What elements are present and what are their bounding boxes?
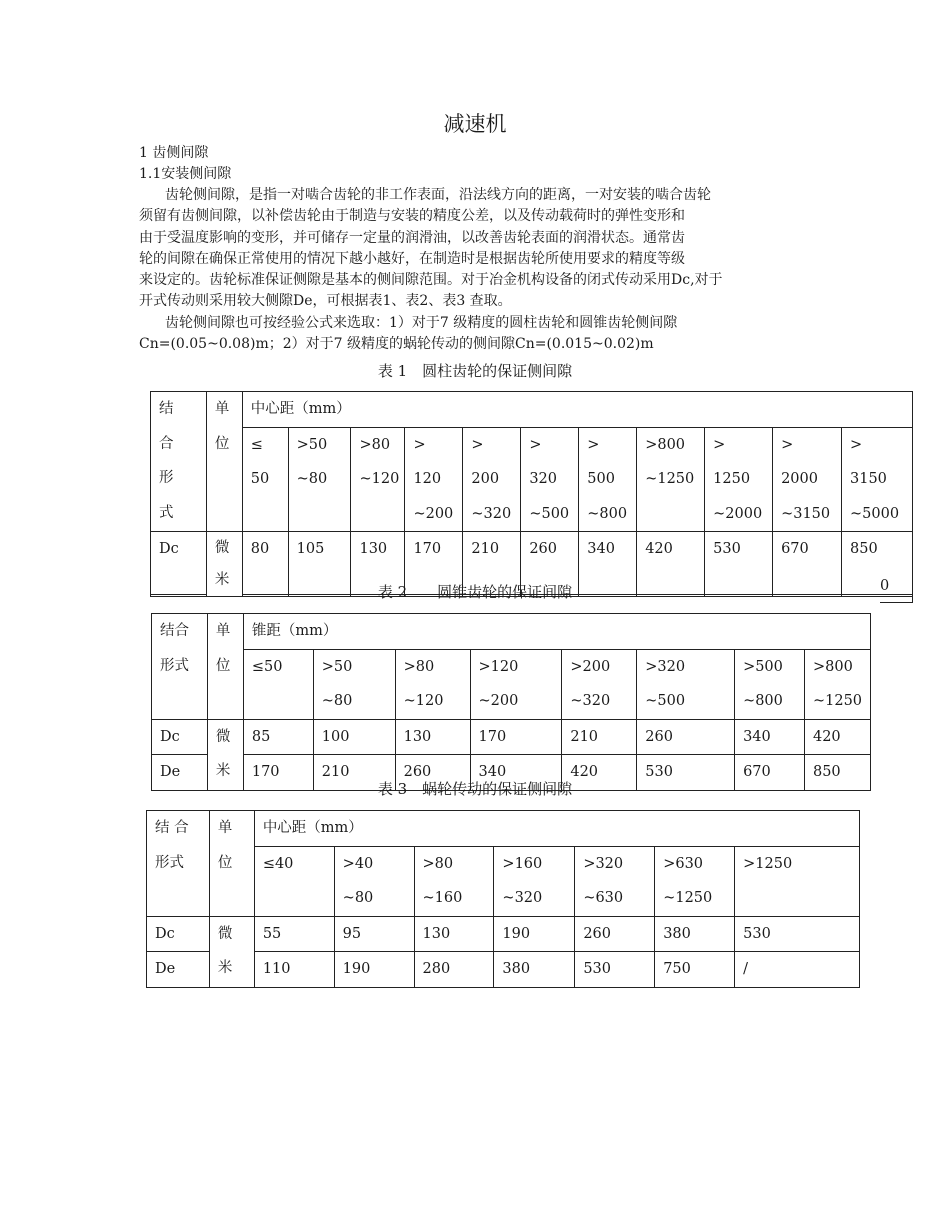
table3-unit: 微 米: [209, 916, 254, 987]
table-cell: >50 ~80: [288, 427, 351, 532]
table-cell: 170: [243, 755, 313, 791]
table2-unit-header: 单 位: [207, 614, 243, 720]
table-cell: ≤40: [254, 846, 334, 916]
table-cell: 340: [735, 719, 805, 755]
row-label: Dc: [147, 916, 210, 952]
table-cell: >40 ~80: [334, 846, 414, 916]
table-cell: 55: [254, 916, 334, 952]
table-cell: 260: [637, 719, 735, 755]
table-cell: >500 ~800: [735, 649, 805, 719]
table-cell: 260: [521, 532, 579, 595]
table-cell: >800 ~1250: [804, 649, 870, 719]
table-cell: 95: [334, 916, 414, 952]
row-label: De: [152, 755, 208, 791]
table-cell: 380: [494, 952, 575, 988]
table3-dc-row: [147, 916, 860, 952]
paragraph-line: 齿轮侧间隙也可按经验公式来选取：1）对于7 级精度的圆柱齿轮和圆锥齿轮侧间隙: [165, 315, 678, 331]
table-cell: 670: [773, 532, 842, 595]
table-cell: >1250: [735, 846, 860, 916]
table-cell: 190: [334, 952, 414, 988]
table2: [151, 613, 871, 791]
table-cell: 420: [637, 532, 705, 595]
table-cell: 340: [470, 755, 562, 791]
table-cell: 260: [575, 916, 655, 952]
table-cell: 130: [395, 719, 470, 755]
table-cell: 280: [414, 952, 494, 988]
table3-ranges-row: [147, 846, 860, 916]
table-cell: 260: [395, 755, 470, 791]
table-cell: >160 ~320: [494, 846, 575, 916]
table-cell: 130: [351, 532, 405, 595]
row-label: Dc: [152, 719, 208, 755]
heading-section-1-1: 1.1安装侧间隙: [139, 166, 232, 182]
table-cell: 420: [804, 719, 870, 755]
table-cell: > 320 ~500: [521, 427, 579, 532]
table-cell: 190: [494, 916, 575, 952]
table-cell: 420: [562, 755, 637, 791]
table2-dc-row: [152, 719, 871, 755]
table-cell: > 200 ~320: [463, 427, 521, 532]
table2-joint-type-header: 结合 形式: [152, 614, 208, 720]
table1-unit-header: 单 位: [206, 392, 242, 532]
table-cell: 750: [655, 952, 735, 988]
table1-unit: 微米: [206, 532, 242, 597]
table-cell: >320 ~500: [637, 649, 735, 719]
table1-clip: [150, 391, 914, 588]
table-cell: 380: [655, 916, 735, 952]
table-cell: 530: [575, 952, 655, 988]
table2-range-header: 锥距（mm）: [243, 614, 870, 650]
table-cell: >120 ~200: [470, 649, 562, 719]
table3-caption: 表 3 蜗轮传动的保证侧间隙: [377, 780, 573, 798]
table1-caption: 表 1 圆柱齿轮的保证侧间隙: [377, 362, 573, 380]
table-cell: 80: [242, 532, 288, 595]
table-cell: 170: [470, 719, 562, 755]
table-cell: > 1250 ~2000: [705, 427, 773, 532]
table-cell: >80 ~120: [351, 427, 405, 532]
table3-clip: [146, 810, 862, 988]
table2-ranges-row: [152, 649, 871, 719]
table3-joint-type-header: 结 合 形式: [147, 811, 210, 917]
table-cell: 210: [313, 755, 395, 791]
table1-range-header: 中心距（mm）: [242, 392, 912, 428]
table-cell: 0: [880, 578, 890, 594]
table-cell: >200 ~320: [562, 649, 637, 719]
table2-unit: 微 米: [207, 719, 243, 790]
paragraph-line: 齿轮侧间隙，是指一对啮合齿轮的非工作表面，沿法线方向的距离，一对安装的啮合齿轮: [165, 187, 711, 203]
table-cell: > 500 ~800: [579, 427, 637, 532]
table3-range-header: 中心距（mm）: [254, 811, 859, 847]
table-cell: 105: [288, 532, 351, 595]
table-cell: 530: [705, 532, 773, 595]
table-cell: 530: [637, 755, 735, 791]
table-cell: /: [735, 952, 860, 988]
table-cell: >800 ~1250: [637, 427, 705, 532]
table-cell: >630 ~1250: [655, 846, 735, 916]
table2-caption: 表 2 圆锥齿轮的保证间隙: [377, 583, 573, 601]
heading-section-1: 1 齿侧间隙: [139, 145, 209, 161]
table-cell: >50 ~80: [313, 649, 395, 719]
table3-de-row: [147, 952, 860, 988]
paragraph-line: 须留有齿侧间隙，以补偿齿轮由于制造与安装的精度公差，以及传动载荷时的弹性变形和: [139, 208, 685, 224]
table1-joint-type-header: 结 合 形 式: [151, 392, 207, 532]
table-cell: 850: [842, 532, 913, 595]
table-cell: > 120 ~200: [405, 427, 463, 532]
table-cell: >320 ~630: [575, 846, 655, 916]
table2-clip: [151, 613, 872, 780]
table-cell: >80 ~160: [414, 846, 494, 916]
table1-ranges-row: [151, 427, 913, 532]
table-cell: 530: [735, 916, 860, 952]
paragraph-line: Cn=(0.05~0.08)m；2）对于7 级精度的蜗轮传动的侧间隙Cn=(0.015~0.02)m: [139, 336, 654, 352]
table-cell: 850: [804, 755, 870, 791]
table-cell: 85: [243, 719, 313, 755]
table3-unit-header: 单 位: [209, 811, 254, 917]
paragraph-line: 轮的间隙在确保正常使用的情况下越小越好，在制造时是根据齿轮所使用要求的精度等级: [139, 251, 685, 267]
table-cell: ≤50: [243, 649, 313, 719]
table-cell: 210: [463, 532, 521, 595]
row-label: Dc: [151, 532, 207, 595]
table3: [146, 810, 860, 988]
table-cell: > 2000 ~3150: [773, 427, 842, 532]
table-cell: 340: [579, 532, 637, 595]
row-label: De: [147, 952, 210, 988]
table-cell: > 3150 ~5000: [842, 427, 913, 532]
table-cell: 130: [414, 916, 494, 952]
table-cell: ≤ 50: [242, 427, 288, 532]
table-cell: >80 ~120: [395, 649, 470, 719]
table-cell: 210: [562, 719, 637, 755]
table-cell: 170: [405, 532, 463, 595]
paragraph-line: 开式传动则采用较大侧隙De，可根据表1、表2、表3 查取。: [139, 293, 512, 309]
table1: [150, 391, 913, 597]
table-cell: 110: [254, 952, 334, 988]
table-cell: 670: [735, 755, 805, 791]
paragraph-line: 来设定的。齿轮标准保证侧隙是基本的侧间隙范围。对于冶金机构设备的闭式传动采用Dc,对于: [139, 272, 723, 288]
paragraph-line: 由于受温度影响的变形，并可储存一定量的润滑油，以改善齿轮表面的润滑状态。通常齿: [139, 230, 685, 246]
table-cell: 100: [313, 719, 395, 755]
page-title: 减速机: [443, 112, 507, 136]
